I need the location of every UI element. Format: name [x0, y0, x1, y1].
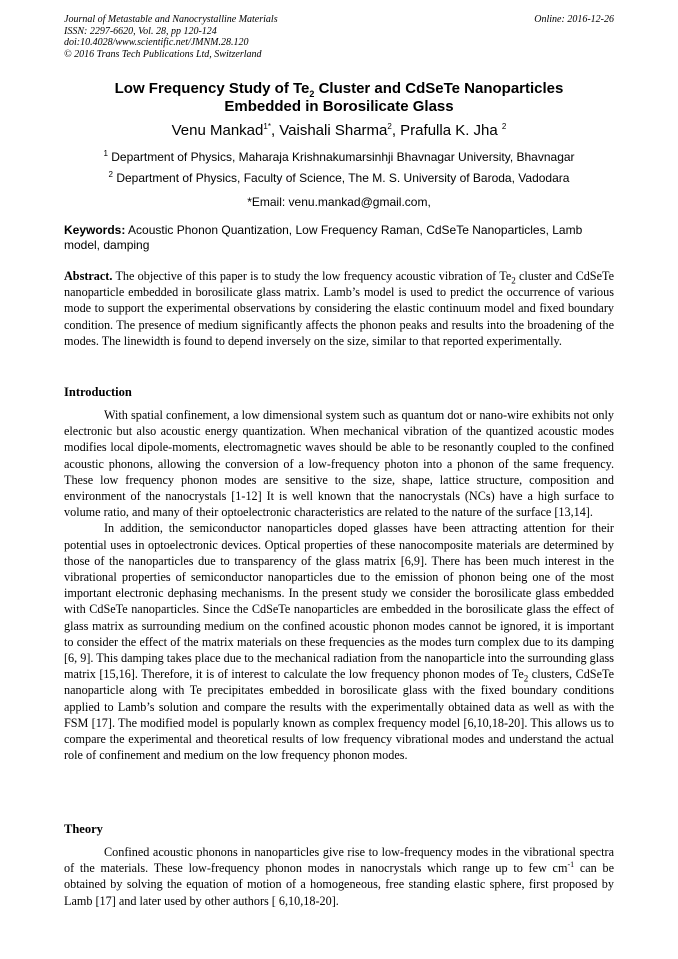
paragraph-text: can be obtained by solving the equation of motion of a homogeneous, free standing elastic sphere, first proposed by Lamb [17] and later used by other authors [ 6,10,18-20]. — [64, 861, 614, 908]
paragraph-text: Confined acoustic phonons in nanoparticles give rise to low-frequency modes in the vibrational spectra of the materials. These low-frequency phonon modes in nanocrystals which range up to few cm — [64, 845, 614, 876]
author-affil-mark: 2 — [501, 122, 507, 131]
affiliation-2 — [60, 171, 618, 185]
paper-title — [60, 80, 618, 116]
abstract-subscript: 2 — [511, 275, 516, 286]
abstract-text: The objective of this paper is to study the low frequency acoustic vibration of Te — [112, 269, 512, 283]
paragraph-superscript: -1 — [567, 860, 575, 870]
abstract-label: Abstract. — [64, 269, 113, 283]
author-list — [60, 122, 618, 140]
online-date: Online: 2016-12-26 — [534, 14, 614, 25]
section-heading-introduction: Introduction — [64, 385, 132, 399]
paragraph — [64, 520, 614, 763]
abstract — [64, 268, 614, 349]
paragraph: With spatial confinement, a low dimensional system such as quantum dot or nano-wire exhibits not only electronic but also acoustic energy quantization. When mechanical vibration of the quantized acoustic modes modifies local dipole-moments, electromagnetic waves should be able to be resonantly coupled to the confined acoustic phonons, allowing the conversion of a low-frequency photon into a phonon of the same frequency. These low frequency phonon modes are sensitive to the size, shape, lattice structure, composition and environment of the nanocrystals [1-12] It is well known that the nanocrystals (NCs) have a high surface to volume ratio, and many of their optoelectronic characteristics are related to the nature of the surface [13,14]. — [64, 408, 614, 520]
corresponding-email: *Email: venu.mankad@gmail.com, — [247, 195, 431, 209]
keywords-text: Acoustic Phonon Quantization, Low Frequency Raman, CdSeTe Nanoparticles, Lamb model, damping — [64, 223, 583, 252]
author-affil-mark: 2 — [387, 122, 392, 131]
paragraph-text: In addition, the semiconductor nanoparticles doped glasses have been attracting attention for their potential uses in optoelectronic devices. Optical properties of these nanocomposite materials are determined by those of the nanoparticles due to transparency of the glass matrix [6,9]. There has been much interest in the vibrational properties of semiconductor nanoparticles due to the emission of phonon being one of the most important electronic dephasing mechanisms. In the present study we consider the borosilicate glass embedded with CdSeTe nanoparticles. Since the CdSeTe nanoparticles are embedded in the borosilicate glass the effect of glass matrix as surrounding medium on the confined acoustic phonon modes cannot be ignored, it is important to consider the effect of the matrix materials on these frequencies as the modes turn complex due to its damping [6, 9]. This damping takes place due to the mechanical radiation from the nanoparticle into the surrounding glass matrix [15,16]. Therefore, it is of interest to calculate the low frequency phonon modes of Te — [64, 521, 614, 682]
journal-name: Journal of Metastable and Nanocrystalline Materials — [64, 14, 278, 25]
title-line-2: Embedded in Borosilicate Glass — [224, 98, 454, 115]
section-heading-theory: Theory — [64, 822, 103, 836]
author-name: , Prafulla K. Jha — [391, 122, 502, 139]
affil-text: Department of Physics, Maharaja Krishnakumarsinhji Bhavnagar University, Bhavnagar — [107, 150, 575, 164]
paragraph — [64, 844, 614, 909]
affiliation-1 — [60, 150, 618, 164]
author-name: , Vaishali Sharma — [270, 122, 388, 139]
issn-line: ISSN: 2297-6620, Vol. 28, pp 120-124 — [64, 25, 217, 37]
title-part: Cluster and CdSeTe Nanoparticles — [314, 80, 564, 97]
paragraph-text: clusters, CdSeTe nanoparticle along with Te precipitates embedded in borosilicate glass with the fixed boundary conditions applied to Lamb’s solution and compare the results with the experimentally obtained data as well as with the FSM [17]. The modified model is popularly known as complex frequency model [6,10,18-20]. This allows us to compare the experimental and theoretical results of low frequency vibrational modes and understand the actual role of confinement and medium on the low frequency phonon modes. — [64, 667, 614, 763]
author-affil-mark: 1* — [263, 122, 271, 131]
affil-mark: 2 — [108, 170, 113, 179]
journal-header — [64, 14, 614, 60]
keywords — [64, 223, 614, 253]
paragraph-subscript: 2 — [523, 673, 529, 684]
title-part: Low Frequency Study of Te — [114, 80, 310, 97]
copyright-line: © 2016 Trans Tech Publications Ltd, Switzerland — [64, 48, 262, 60]
affil-mark: 1 — [103, 149, 108, 158]
abstract-text: cluster and CdSeTe nanoparticle embedded in borosilicate glass matrix. Lamb’s model is used to predict the occurrence of various mode to support the experimental observations by considering the elastic continuum model and fixed boundary condition. The presence of medium significantly affects the phonon peaks and results into the broadening of the modes. The linewidth is found to depend inversely on the size, similar to that reported experimentally. — [64, 269, 614, 348]
doi-line: doi:10.4028/www.scientific.net/JMNM.28.120 — [64, 37, 249, 48]
introduction-body — [64, 407, 614, 763]
author-name: Venu Mankad — [171, 122, 264, 139]
theory-body — [64, 844, 614, 909]
affil-text: Department of Physics, Faculty of Science, The M. S. University of Baroda, Vadodara — [113, 171, 570, 185]
title-subscript: 2 — [309, 89, 315, 99]
keywords-label: Keywords: — [64, 223, 126, 237]
